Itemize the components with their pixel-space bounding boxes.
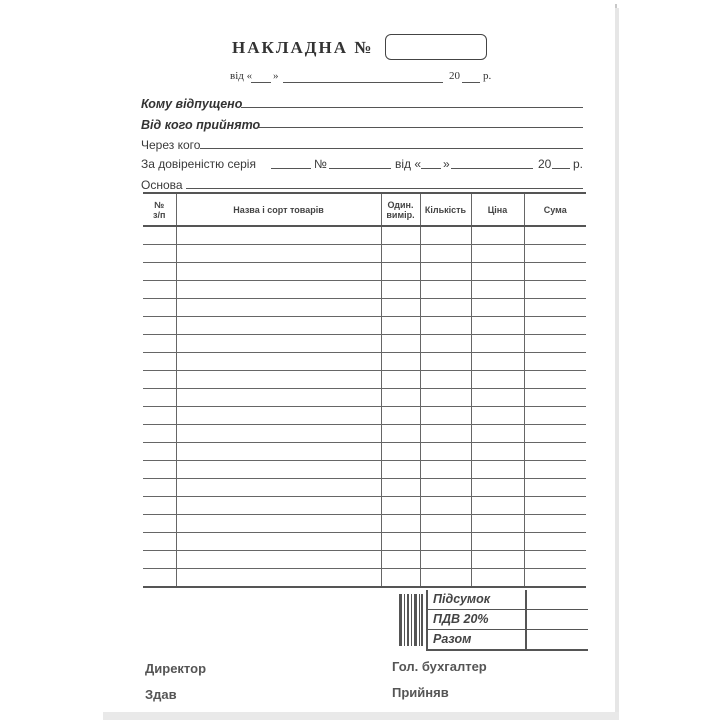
date-month-field[interactable] [283,82,443,83]
table-cell[interactable] [176,569,381,588]
sheet-bottom-edge [103,712,619,720]
table-cell[interactable] [420,461,471,479]
table-cell[interactable] [420,281,471,299]
table-cell[interactable] [143,551,176,569]
table-cell[interactable] [176,515,381,533]
received-from-field[interactable] [258,127,583,128]
vat-row [426,610,588,630]
table-cell[interactable] [176,245,381,263]
table-cell[interactable] [420,263,471,281]
table-cell[interactable] [143,443,176,461]
proxy-date-from-label: від « [395,157,422,171]
proxy-series-label: За довіреністю серія [141,157,256,171]
table-cell[interactable] [143,479,176,497]
handed-over-signature-label: Здав [145,687,177,702]
table-cell[interactable] [471,299,524,317]
table-cell[interactable] [471,515,524,533]
table-cell[interactable] [524,335,586,353]
table-row [143,443,586,461]
table-cell[interactable] [420,299,471,317]
table-cell[interactable] [176,317,381,335]
date-from-label: від « [230,70,253,82]
table-cell[interactable] [381,461,420,479]
table-cell[interactable] [176,407,381,425]
table-cell[interactable] [420,317,471,335]
subtotal-value-field[interactable] [525,590,588,609]
table-cell[interactable] [381,245,420,263]
table-cell[interactable] [471,425,524,443]
table-cell[interactable] [524,533,586,551]
table-cell[interactable] [524,461,586,479]
table-cell[interactable] [471,281,524,299]
table-row [143,299,586,317]
vat-label: ПДВ 20% [426,610,525,629]
table-cell[interactable] [524,353,586,371]
table-cell[interactable] [524,281,586,299]
director-signature-label: Директор [145,661,207,676]
table-cell[interactable] [143,245,176,263]
table-cell[interactable] [420,226,471,245]
table-row [143,226,586,245]
date-year-field[interactable] [462,82,480,83]
table-cell[interactable] [420,371,471,389]
table-cell[interactable] [381,479,420,497]
table-cell[interactable] [420,425,471,443]
table-cell[interactable] [471,479,524,497]
table-cell[interactable] [381,389,420,407]
table-row [143,317,586,335]
table-cell[interactable] [471,353,524,371]
date-year-prefix: 20 [449,70,460,82]
table-cell[interactable] [420,569,471,588]
table-cell[interactable] [381,263,420,281]
table-cell[interactable] [524,299,586,317]
table-cell[interactable] [524,569,586,588]
table-cell[interactable] [176,533,381,551]
accepted-signature-label: Прийняв [392,685,449,700]
table-row [143,353,586,371]
table-cell[interactable] [143,425,176,443]
table-cell[interactable] [143,299,176,317]
table-cell[interactable] [420,407,471,425]
table-cell[interactable] [381,443,420,461]
table-cell[interactable] [471,461,524,479]
table-cell[interactable] [420,353,471,371]
table-cell[interactable] [420,533,471,551]
form-title: НАКЛАДНА № [232,38,374,57]
table-cell[interactable] [471,335,524,353]
table-cell[interactable] [176,281,381,299]
table-cell[interactable] [381,299,420,317]
table-row [143,425,586,443]
table-cell[interactable] [381,515,420,533]
table-cell[interactable] [420,497,471,515]
table-cell[interactable] [381,353,420,371]
table-cell[interactable] [471,551,524,569]
table-cell[interactable] [143,407,176,425]
table-cell[interactable] [143,353,176,371]
vat-value-field[interactable] [525,610,588,629]
table-cell[interactable] [176,551,381,569]
table-cell[interactable] [420,245,471,263]
proxy-year-field[interactable] [552,168,570,169]
table-row [143,371,586,389]
table-cell[interactable] [176,497,381,515]
total-label: Разом [426,630,525,649]
table-cell[interactable] [143,226,176,245]
table-cell[interactable] [524,425,586,443]
table-cell[interactable] [176,335,381,353]
table-cell[interactable] [420,479,471,497]
table-cell[interactable] [524,317,586,335]
table-cell[interactable] [524,551,586,569]
table-cell[interactable] [524,407,586,425]
table-cell[interactable] [176,371,381,389]
table-cell[interactable] [420,551,471,569]
table-row [143,533,586,551]
sheet-edge [615,8,619,716]
table-cell[interactable] [471,389,524,407]
totals-block [426,590,588,651]
proxy-suffix: р. [573,157,584,171]
col-header-price: Ціна [471,193,524,226]
table-cell[interactable] [176,263,381,281]
table-cell[interactable] [143,389,176,407]
table-cell[interactable] [381,569,420,588]
table-cell[interactable] [143,461,176,479]
barcode-icon [398,592,424,648]
table-cell[interactable] [176,353,381,371]
table-cell[interactable] [381,551,420,569]
table-cell[interactable] [381,317,420,335]
table-cell[interactable] [176,389,381,407]
table-cell[interactable] [524,497,586,515]
table-cell[interactable] [143,371,176,389]
col-header-name: Назва і сорт товарів [176,193,381,226]
table-cell[interactable] [471,407,524,425]
table-cell[interactable] [471,533,524,551]
table-cell[interactable] [381,281,420,299]
table-cell[interactable] [381,226,420,245]
table-row [143,569,586,588]
table-cell[interactable] [381,407,420,425]
table-cell[interactable] [524,479,586,497]
proxy-date-day-field[interactable] [421,168,441,169]
table-cell[interactable] [471,226,524,245]
table-row [143,281,586,299]
proxy-quote-close: » [443,157,450,171]
col-header-sum: Сума [524,193,586,226]
subtotal-label: Підсумок [426,590,525,609]
table-cell[interactable] [176,443,381,461]
table-row [143,245,586,263]
table-cell[interactable] [420,515,471,533]
table-cell[interactable] [471,263,524,281]
table-cell[interactable] [471,443,524,461]
basis-field[interactable] [186,188,583,189]
table-cell[interactable] [420,443,471,461]
table-cell[interactable] [471,497,524,515]
subtotal-row [426,590,588,610]
table-cell[interactable] [143,335,176,353]
table-cell[interactable] [143,263,176,281]
table-row [143,551,586,569]
table-cell[interactable] [381,497,420,515]
table-cell[interactable] [471,245,524,263]
proxy-year-prefix: 20 [538,157,552,171]
proxy-number-label: № [314,157,327,171]
table-cell[interactable] [143,497,176,515]
table-cell[interactable] [143,515,176,533]
table-row [143,407,586,425]
table-cell[interactable] [420,389,471,407]
proxy-date-month-field[interactable] [451,168,533,169]
table-cell[interactable] [524,245,586,263]
total-value-field[interactable] [525,630,588,649]
released-to-field[interactable] [241,107,583,108]
table-cell[interactable] [524,443,586,461]
received-from-label: Від кого прийнято [141,118,261,132]
released-to-label: Кому відпущено [141,97,243,111]
through-whom-field[interactable] [200,148,583,149]
table-cell[interactable] [524,226,586,245]
proxy-series-field[interactable] [271,168,311,169]
table-cell[interactable] [524,263,586,281]
table-cell[interactable] [471,317,524,335]
table-cell[interactable] [381,335,420,353]
basis-label: Основа [141,178,183,192]
table-cell[interactable] [176,425,381,443]
date-suffix: р. [483,70,492,82]
table-cell[interactable] [381,533,420,551]
proxy-number-field[interactable] [329,168,391,169]
table-cell[interactable] [524,371,586,389]
col-header-qty: Кількість [420,193,471,226]
goods-table [143,192,586,588]
table-cell[interactable] [143,533,176,551]
total-row [426,630,588,651]
table-row [143,389,586,407]
table-cell[interactable] [381,371,420,389]
table-cell[interactable] [524,515,586,533]
table-row [143,479,586,497]
table-cell[interactable] [143,281,176,299]
table-cell[interactable] [471,371,524,389]
table-cell[interactable] [381,425,420,443]
table-cell[interactable] [143,317,176,335]
table-row [143,335,586,353]
date-day-field[interactable] [251,82,271,83]
table-cell[interactable] [176,226,381,245]
chief-accountant-signature-label: Гол. бухгалтер [392,659,487,674]
date-quote-close: » [273,70,279,82]
table-row [143,461,586,479]
table-cell[interactable] [471,569,524,588]
table-cell[interactable] [176,299,381,317]
through-whom-label: Через кого [141,138,201,152]
table-cell[interactable] [143,569,176,588]
table-cell[interactable] [176,461,381,479]
table-row [143,263,586,281]
invoice-number-field[interactable] [385,34,487,60]
col-header-unit: Один. вимір. [381,193,420,226]
table-row [143,515,586,533]
col-header-no: № з/п [143,193,176,226]
table-cell[interactable] [176,479,381,497]
table-header-row [143,193,586,226]
table-cell[interactable] [524,389,586,407]
table-row [143,497,586,515]
table-cell[interactable] [420,335,471,353]
